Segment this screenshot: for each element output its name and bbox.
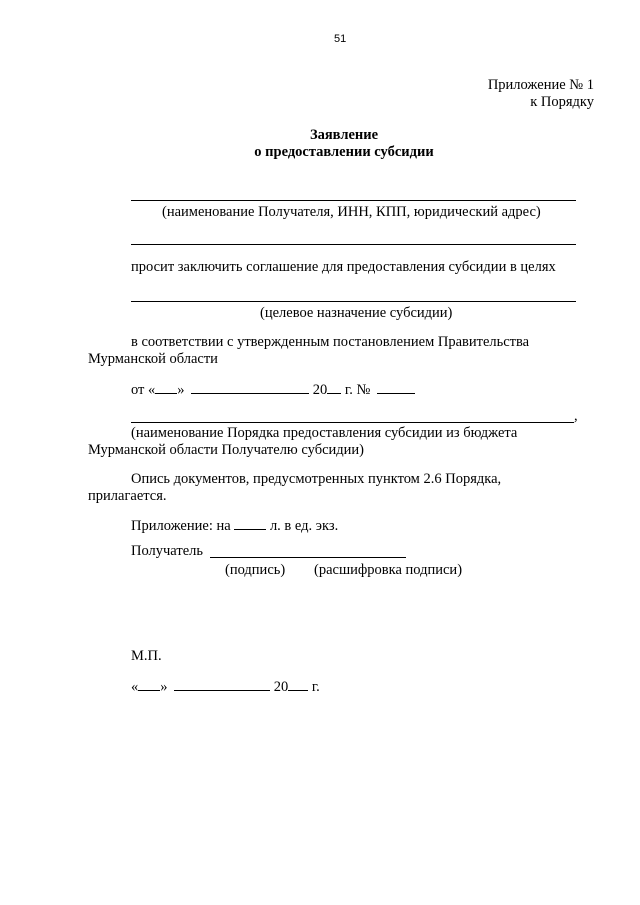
recipient-extra-line[interactable]	[131, 244, 576, 245]
bottom-quote-close: »	[160, 679, 168, 695]
appendix-line-2: к Порядку	[530, 94, 594, 110]
inventory-line-2: прилагается.	[88, 488, 167, 504]
attachment-prefix: Приложение: на	[131, 518, 231, 534]
month-blank[interactable]	[191, 380, 309, 394]
appendix-line-1: Приложение № 1	[487, 77, 594, 93]
decryption-caption: (расшифровка подписи)	[314, 562, 463, 578]
procedure-blank-line[interactable]	[131, 422, 574, 423]
recipient-caption: (наименование Получателя, ИНН, КПП, юридический адрес)	[162, 204, 541, 220]
sheets-count-blank[interactable]	[234, 516, 266, 530]
purpose-caption: (целевое назначение субсидии)	[260, 305, 453, 321]
procedure-caption-line-1: (наименование Порядка предоставления субсидии из бюджета	[131, 425, 518, 441]
date-from-label: от «	[131, 382, 156, 398]
procedure-caption-line-2: Мурманской области Получателю субсидии)	[88, 442, 364, 458]
purpose-blank-line[interactable]	[131, 301, 576, 302]
document-title: Заявление	[309, 127, 379, 143]
year-prefix: 20	[312, 382, 328, 398]
year-suffix: г. №	[341, 382, 371, 398]
recipient-label: Получатель	[131, 543, 203, 559]
day-blank[interactable]	[155, 380, 177, 394]
bottom-year-suffix: г.	[308, 679, 320, 695]
resolution-date-line	[131, 380, 415, 399]
inventory-line-1: Опись документов, предусмотренных пунктом 2.6 Порядка,	[131, 471, 502, 487]
document-subtitle: о предоставлении субсидии	[254, 144, 434, 160]
accordance-line-2: Мурманской области	[88, 351, 218, 367]
page-number: 51	[334, 33, 347, 45]
bottom-year-prefix: 20	[273, 679, 289, 695]
procedure-trailing-comma: ,	[574, 408, 578, 424]
stamp-label: М.П.	[131, 648, 162, 664]
attachment-suffix: л. в ед. экз.	[269, 518, 339, 534]
year-blank[interactable]	[327, 380, 341, 394]
recipient-blank-line[interactable]	[131, 200, 576, 201]
bottom-year-blank[interactable]	[288, 677, 308, 691]
resolution-number-blank[interactable]	[377, 380, 415, 394]
request-text: просит заключить соглашение для предоставления субсидии в целях	[131, 259, 556, 275]
bottom-quote-open: «	[131, 679, 139, 695]
date-quote-close: »	[177, 382, 185, 398]
bottom-month-blank[interactable]	[174, 677, 270, 691]
bottom-date-line	[131, 677, 320, 696]
bottom-day-blank[interactable]	[138, 677, 160, 691]
signature-blank-line[interactable]	[210, 557, 406, 558]
accordance-line-1: в соответствии с утвержденным постановлением Правительства	[131, 334, 530, 350]
attachment-line	[131, 516, 338, 535]
signature-caption: (подпись)	[225, 562, 286, 578]
